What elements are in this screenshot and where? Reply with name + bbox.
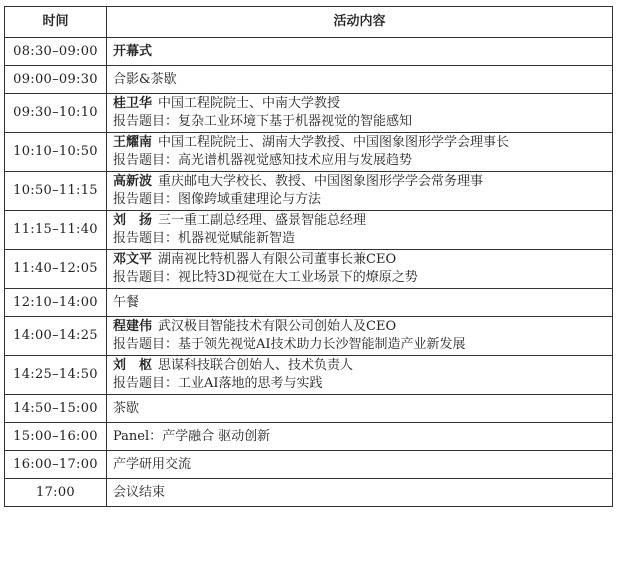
table-row	[5, 423, 613, 451]
row-time: 14:00–14:25	[5, 317, 107, 356]
row-content	[107, 317, 613, 356]
speaker-name: 程建伟	[113, 319, 153, 334]
talk-topic: 报告题目：图像跨域重建理论与方法	[113, 192, 322, 207]
speaker-name: 高新波	[113, 174, 153, 189]
table-row	[5, 289, 613, 317]
row-time: 11:15–11:40	[5, 211, 107, 250]
row-content	[107, 172, 613, 211]
row-content	[107, 94, 613, 133]
speaker-name: 桂卫华	[113, 96, 153, 111]
talk-topic: 报告题目：高光谱机器视觉感知技术应用与发展趋势	[113, 153, 413, 168]
header-content: 活动内容	[107, 7, 613, 38]
talk-topic: 报告题目：基于领先视觉AI技术助力长沙智能制造产业新发展	[113, 337, 466, 352]
row-time: 08:30–09:00	[5, 38, 107, 66]
table-header-row	[5, 7, 613, 38]
row-time: 10:10–10:50	[5, 133, 107, 172]
speaker-title: 思谋科技联合创始人、技术负责人	[158, 358, 354, 373]
speaker-title: 中国工程院院士、湖南大学教授、中国图象图形学学会理事长	[158, 135, 510, 150]
table-row	[5, 451, 613, 479]
row-content	[107, 133, 613, 172]
row-time: 15:00–16:00	[5, 423, 107, 451]
row-content: 午餐	[107, 289, 613, 317]
speaker-title: 武汉极目智能技术有限公司创始人及CEO	[158, 319, 397, 334]
row-content	[107, 356, 613, 395]
row-bold-text: 开幕式	[113, 43, 153, 59]
speaker-name: 刘 枢	[113, 358, 153, 373]
table-row	[5, 38, 613, 66]
row-time: 14:25–14:50	[5, 356, 107, 395]
speaker-title: 重庆邮电大学校长、教授、中国图象图形学学会常务理事	[158, 174, 484, 189]
row-content: 产学研用交流	[107, 451, 613, 479]
table-row	[5, 66, 613, 94]
talk-topic: 报告题目：工业AI落地的思考与实践	[113, 376, 323, 391]
schedule-table	[4, 6, 613, 507]
speaker-name: 王耀南	[113, 135, 153, 150]
row-content	[107, 211, 613, 250]
speaker-title: 湖南视比特机器人有限公司董事长兼CEO	[158, 252, 397, 267]
row-time: 10:50–11:15	[5, 172, 107, 211]
row-content	[107, 38, 613, 66]
table-row	[5, 250, 613, 289]
row-time: 11:40–12:05	[5, 250, 107, 289]
table-row	[5, 172, 613, 211]
row-content	[107, 250, 613, 289]
table-row	[5, 317, 613, 356]
row-time: 09:00–09:30	[5, 66, 107, 94]
table-row	[5, 479, 613, 507]
row-time: 17:00	[5, 479, 107, 507]
row-time: 12:10–14:00	[5, 289, 107, 317]
row-time: 09:30–10:10	[5, 94, 107, 133]
table-row	[5, 211, 613, 250]
speaker-title: 三一重工副总经理、盛景智能总经理	[158, 213, 367, 228]
talk-topic: 报告题目：复杂工业环境下基于机器视觉的智能感知	[113, 114, 413, 129]
row-time: 14:50–15:00	[5, 395, 107, 423]
table-row	[5, 356, 613, 395]
table-row	[5, 133, 613, 172]
table-row	[5, 94, 613, 133]
speaker-title: 中国工程院院士、中南大学教授	[158, 96, 341, 111]
row-content: 合影&茶歇	[107, 66, 613, 94]
header-time: 时间	[5, 7, 107, 38]
talk-topic: 报告题目：机器视觉赋能新智造	[113, 231, 296, 246]
row-time: 16:00–17:00	[5, 451, 107, 479]
table-row	[5, 395, 613, 423]
row-content: 茶歇	[107, 395, 613, 423]
speaker-name: 刘 扬	[113, 213, 153, 228]
row-content: 会议结束	[107, 479, 613, 507]
row-content: Panel：产学融合 驱动创新	[107, 423, 613, 451]
speaker-name: 邓文平	[113, 252, 153, 267]
talk-topic: 报告题目：视比特3D视觉在大工业场景下的燎原之势	[113, 270, 418, 285]
